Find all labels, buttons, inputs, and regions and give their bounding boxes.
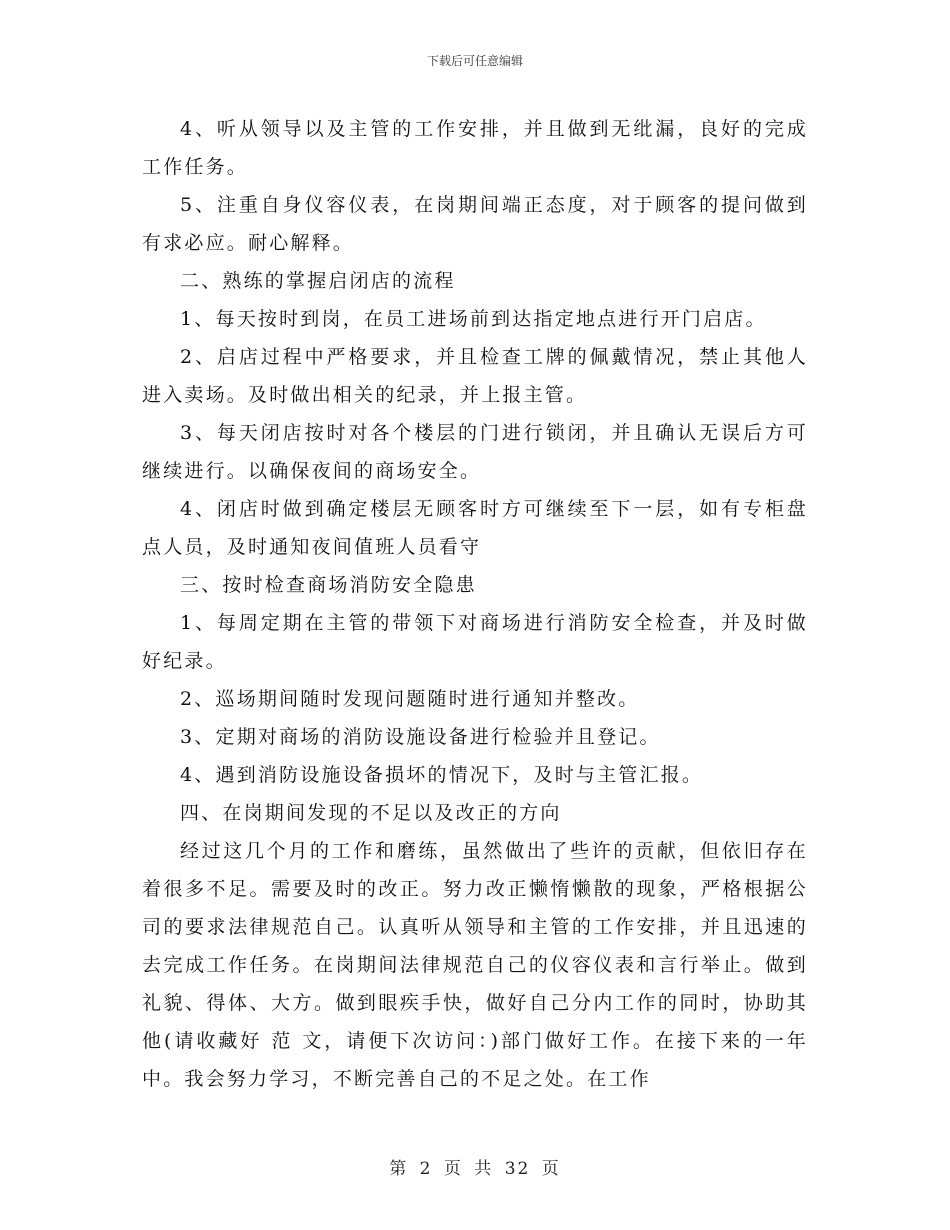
paragraph: 1、每周定期在主管的带领下对商场进行消防安全检查，并及时做好纪录。 [142,612,808,672]
paragraph: 4、闭店时做到确定楼层无顾客时方可继续至下一层，如有专柜盘点人员，及时通知夜间值班人员看守 [142,498,808,558]
paragraph: 5、注重自身仪容仪表，在岗期间端正态度，对于顾客的提问做到有求必应。耐心解释。 [142,194,808,254]
section-heading: 四、在岗期间发现的不足以及改正的方向 [180,802,562,824]
paragraph: 2、启店过程中严格要求，并且检查工牌的佩戴情况，禁止其他人进入卖场。及时做出相关的纪录，并上报主管。 [142,346,808,406]
paragraph: 2、巡场期间随时发现问题随时进行通知并整改。 [180,688,640,710]
paragraph: 1、每天按时到岗，在员工进场前到达指定地点进行开门启店。 [180,308,767,330]
document-body [142,110,808,1098]
paragraph: 3、每天闭店按时对各个楼层的门进行锁闭，并且确认无误后方可继续进行。以确保夜间的商场安全。 [142,422,808,482]
section-heading: 三、按时检查商场消防安全隐患 [180,574,477,596]
section-heading: 二、熟练的掌握启闭店的流程 [180,270,456,292]
page-number-footer: 第 2 页 共 32 页 [389,1159,561,1179]
page-header: 下载后可任意编辑 [426,54,523,68]
paragraph: 经过这几个月的工作和磨练，虽然做出了些许的贡献，但依旧存在着很多不足。需要及时的改正。努力改正懒惰懒散的现象，严格根据公司的要求法律规范自己。认真听从领导和主管的工作安排，并且迅速的去完成工作任务。在岗期间法律规范自己的仪容仪表和言行举止。做到礼貌、得体、大方。做到眼疾手快，做好自己分内工作的同时，协助其他(请收藏好 范 文，请便下次访问：)部门做好工作。在接下来的一年中。我会努力学习，不断完善自己的不足之处。在工作 [142,840,808,1090]
paragraph: 3、定期对商场的消防设施设备进行检验并且登记。 [180,726,661,748]
paragraph: 4、遇到消防设施设备损坏的情况下，及时与主管汇报。 [180,764,704,786]
paragraph: 4、听从领导以及主管的工作安排，并且做到无纰漏，良好的完成工作任务。 [142,118,808,178]
